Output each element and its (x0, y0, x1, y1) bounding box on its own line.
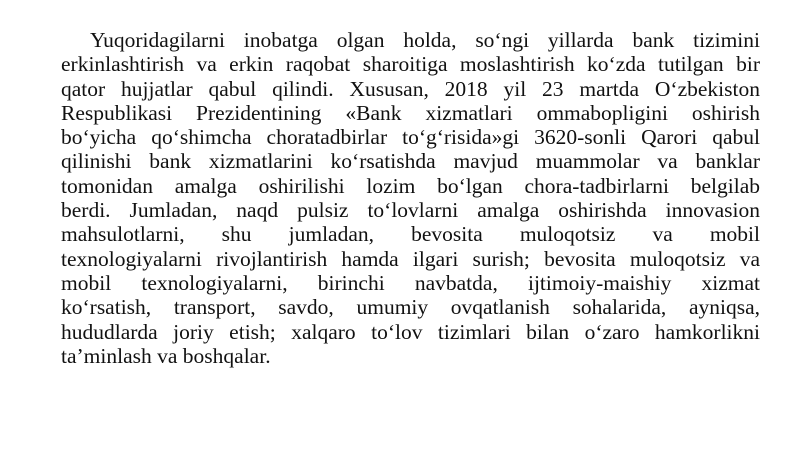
paragraph-line: Respublikasi Prezidentining «Bank xizmatlari ommabopligini oshirish (61, 100, 760, 125)
paragraph-line: berdi. Jumladan, naqd pulsiz to‘lovlarni amalga oshirishda innovasion (61, 198, 760, 223)
paragraph-line: mahsulotlarni, shu jumladan, bevosita muloqotsiz va mobil (61, 222, 760, 247)
paragraph-line: qilinishi bank xizmatlarini ko‘rsatishda mavjud muammolar va banklar (61, 149, 760, 174)
paragraph-line: mobil texnologiyalarni, birinchi navbatda, ijtimoiy-maishiy xizmat (61, 270, 760, 295)
document-page (61, 28, 760, 368)
paragraph (61, 28, 760, 368)
paragraph-line: ko‘rsatish, transport, savdo, umumiy ovqatlanish sohalarida, ayniqsa, (61, 295, 760, 320)
paragraph-line: hududlarda joriy etish; xalqaro to‘lov tizimlari bilan o‘zaro hamkorlikni (61, 319, 760, 344)
paragraph-line: texnologiyalarni rivojlantirish hamda ilgari surish; bevosita muloqotsiz va (61, 246, 760, 271)
paragraph-line: qator hujjatlar qabul qilindi. Xususan, 2018 yil 23 martda O‘zbekiston (61, 76, 760, 101)
paragraph-line: bo‘yicha qo‘shimcha choratadbirlar to‘g‘risida»gi 3620-sonli Qarori qabul (61, 125, 760, 150)
paragraph-line: ta’minlash va boshqalar. (61, 343, 271, 368)
paragraph-line: Yuqoridagilarni inobatga olgan holda, so‘ngi yillarda bank tizimini (90, 28, 760, 52)
paragraph-line: erkinlashtirish va erkin raqobat sharoitiga moslashtirish ko‘zda tutilgan bir (61, 52, 760, 77)
paragraph-line: tomonidan amalga oshirilishi lozim bo‘lgan chora-tadbirlarni belgilab (61, 173, 760, 198)
